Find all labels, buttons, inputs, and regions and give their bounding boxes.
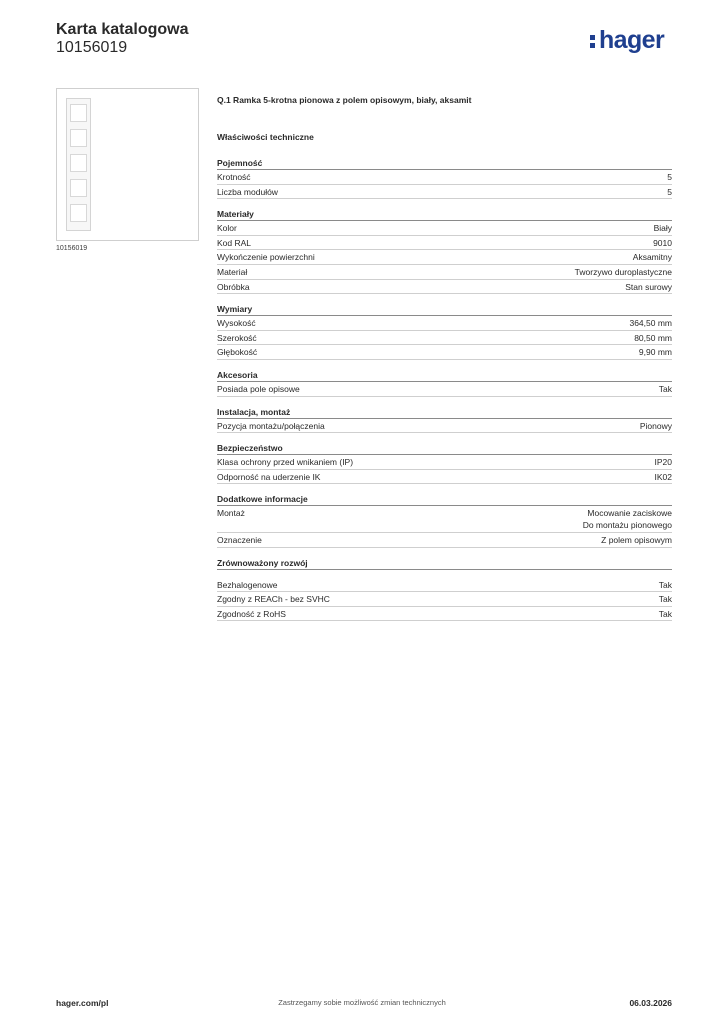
spec-group <box>217 406 672 434</box>
product-image <box>56 88 199 241</box>
spec-value-line: 364,50 mm <box>629 318 672 329</box>
spec-row <box>217 419 672 434</box>
spec-row <box>217 470 672 485</box>
spec-row <box>217 221 672 236</box>
spec-label: Zgodny z REACh - bez SVHC <box>217 594 330 605</box>
spec-value-line: Tak <box>658 594 672 605</box>
spec-label: Odporność na uderzenie IK <box>217 471 321 482</box>
catalog-number: 10156019 <box>56 39 128 56</box>
spec-row <box>217 316 672 331</box>
spec-group-title: Zrównoważony rozwój <box>217 557 672 570</box>
spec-row <box>217 533 672 548</box>
spec-value <box>625 281 672 293</box>
spec-value-line: Tak <box>658 383 672 394</box>
spec-value <box>659 383 672 395</box>
spec-label: Oznaczenie <box>217 534 262 545</box>
spec-value <box>659 593 672 605</box>
spec-label: Pozycja montażu/połączenia <box>217 420 325 431</box>
spec-value <box>640 420 672 432</box>
spec-group <box>217 442 672 484</box>
spec-row <box>217 236 672 251</box>
spec-value <box>575 266 672 278</box>
spec-group-title: Wymiary <box>217 303 672 316</box>
logo-text: hager <box>599 26 665 54</box>
spec-label: Klasa ochrony przed wnikaniem (IP) <box>217 457 354 468</box>
spec-row <box>217 280 672 295</box>
spec-row <box>217 578 672 593</box>
spec-value-line: 5 <box>667 186 672 197</box>
spec-value-line: Pionowy <box>639 420 672 431</box>
spec-value <box>667 186 672 198</box>
spec-group-title: Instalacja, montaż <box>217 406 672 419</box>
spec-label: Szerokość <box>217 332 257 343</box>
spec-value <box>583 507 672 531</box>
spec-value-line: Do montażu pionowego <box>582 520 672 531</box>
spec-row <box>217 506 672 533</box>
spec-group <box>217 303 672 360</box>
document-title: Karta katalogowa <box>56 21 189 38</box>
spec-group-title: Bezpieczeństwo <box>217 442 672 455</box>
spec-label: Wysokość <box>217 318 256 329</box>
spec-value <box>654 222 672 234</box>
spec-group <box>217 157 672 199</box>
hager-logo <box>590 28 664 54</box>
spec-row <box>217 170 672 185</box>
spec-value-line: Stan surowy <box>625 281 672 292</box>
footer-disclaimer: Zastrzegamy sobie możliwość zmian technicznych <box>278 998 446 1007</box>
specification-content <box>217 94 672 621</box>
spec-value <box>655 471 673 483</box>
spec-label: Zgodność z RoHS <box>217 608 286 619</box>
spec-value <box>667 171 672 183</box>
spec-label: Wykończenie powierzchni <box>217 252 315 263</box>
spec-group-title: Pojemność <box>217 157 672 170</box>
footer-website-link[interactable]: hager.com/pl <box>56 998 109 1008</box>
spec-label: Materiał <box>217 266 248 277</box>
spec-value <box>634 332 672 344</box>
spec-value-line: 5 <box>667 172 672 182</box>
spec-label: Liczba modułów <box>217 186 278 197</box>
spec-label: Obróbka <box>217 281 250 292</box>
spec-value <box>655 456 673 468</box>
logo-colon-icon <box>590 28 598 52</box>
spec-row <box>217 455 672 470</box>
spec-groups <box>217 157 672 621</box>
spec-row <box>217 592 672 607</box>
spec-group <box>217 557 672 622</box>
spec-value <box>653 237 672 249</box>
spec-value-line: Aksamitny <box>632 252 672 263</box>
spec-value-line: IP20 <box>654 457 672 468</box>
spec-label: Krotność <box>217 172 251 182</box>
spec-group-title: Materiały <box>217 208 672 221</box>
spec-row <box>217 331 672 346</box>
product-image-caption: 10156019 <box>56 245 88 252</box>
frame-5-gang-icon <box>66 98 91 231</box>
spec-row <box>217 382 672 397</box>
spec-value-line: Z polem opisowym <box>601 534 672 545</box>
spec-label: Głębokość <box>217 347 258 358</box>
spec-value-line: Tworzywo duroplastyczne <box>574 266 672 277</box>
spec-row <box>217 250 672 265</box>
spec-label: Montaż <box>217 508 245 519</box>
spec-group <box>217 208 672 294</box>
section-title: Właściwości techniczne <box>217 132 314 142</box>
spec-value-line: Mocowanie zaciskowe <box>587 508 672 519</box>
spec-value <box>639 346 672 358</box>
spec-value-line: 9,90 mm <box>638 347 672 358</box>
spec-value-line: Tak <box>658 579 672 590</box>
spec-group-title: Akcesoria <box>217 369 672 382</box>
spec-row <box>217 607 672 622</box>
spec-value <box>601 534 672 546</box>
spec-value-line: Tak <box>658 608 672 619</box>
spec-label: Kod RAL <box>217 237 252 248</box>
spec-row <box>217 345 672 360</box>
spec-value <box>659 579 672 591</box>
product-heading: Q.1 Ramka 5-krotna pionowa z polem opisowym, biały, aksamit <box>217 95 472 105</box>
spec-value <box>633 251 672 263</box>
spec-label: Posiada pole opisowe <box>217 383 300 394</box>
spec-value-line: 9010 <box>653 237 672 248</box>
spec-group <box>217 493 672 547</box>
spec-row <box>217 265 672 280</box>
spec-value-line: IK02 <box>654 471 672 482</box>
spec-value-line: 80,50 mm <box>634 332 672 343</box>
spec-row <box>217 185 672 200</box>
spec-label: Bezhalogenowe <box>217 579 278 590</box>
spec-label: Kolor <box>217 223 237 234</box>
spec-value <box>629 317 672 329</box>
footer-date: 06.03.2026 <box>629 998 672 1008</box>
spec-value <box>659 608 672 620</box>
spec-group <box>217 369 672 397</box>
spec-group-title: Dodatkowe informacje <box>217 493 672 506</box>
spec-value-line: Biały <box>653 223 672 234</box>
